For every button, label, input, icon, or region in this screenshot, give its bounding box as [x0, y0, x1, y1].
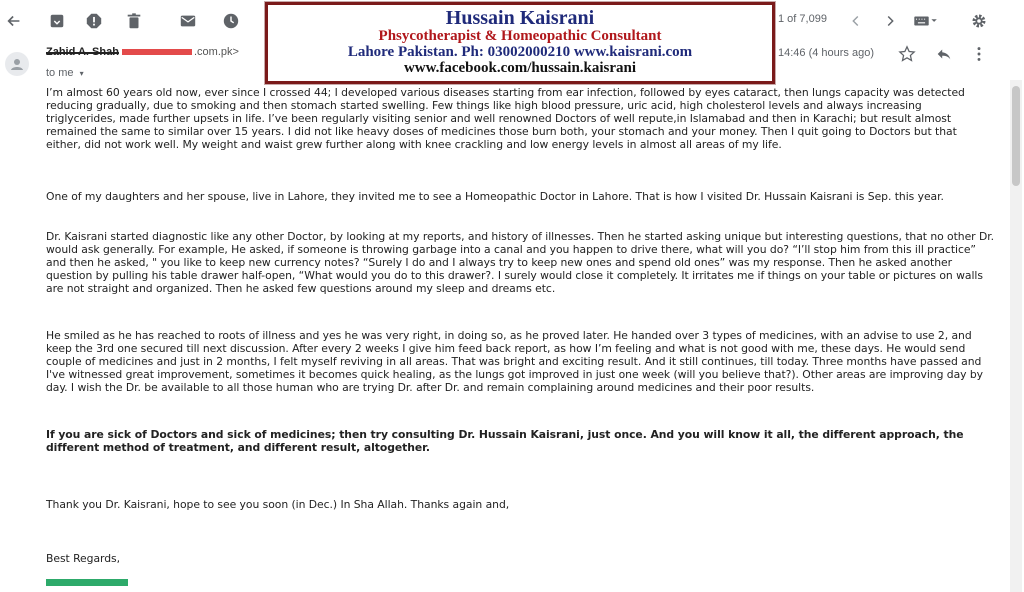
banner-facebook: www.facebook.com/hussain.kaisrani — [403, 59, 637, 76]
body-paragraph: He smiled as he has reached to roots of illness and yes he was very right, in doing so, as he proved later. He handed over 3 types of medicines, with an advise to use 2, and keep the 3rd one secured till next discussion. After every 2 weeks I give him feed back report, as how I’m feeling and what is not good with me, these days. He would send couple of medicines and just in 2 months, I felt myself reviving in all areas. That was bright and exciting result. And it still continues, till today. Three months have passed and I've witnessed great improvement, sometimes it becomes quick healing, as the lungs got improved in just one week (will you believe that?). Other areas are improving day by day. I wish the Dr. be available to all those human who are trying Dr. after Dr. and remain complaining around medicines and their poor results. — [46, 329, 984, 394]
mark-unread-icon[interactable] — [178, 11, 198, 31]
advert-banner — [265, 2, 775, 84]
scrollbar[interactable] — [1010, 80, 1022, 592]
report-spam-icon[interactable] — [84, 11, 104, 31]
more-options-icon[interactable] — [969, 44, 989, 64]
signature-redaction — [46, 579, 128, 586]
sender-email: .com.pk> — [194, 46, 239, 58]
prev-icon[interactable] — [846, 11, 866, 31]
delete-icon[interactable] — [124, 11, 144, 31]
avatar[interactable] — [5, 52, 29, 76]
snooze-icon[interactable] — [221, 11, 241, 31]
closing: Best Regards, — [46, 552, 120, 565]
keyboard-icon[interactable] — [912, 11, 940, 31]
settings-icon[interactable] — [969, 11, 989, 31]
reply-icon[interactable] — [934, 44, 954, 64]
to-label: to me — [46, 67, 74, 79]
sender-name[interactable]: Zahid A. Shah — [46, 46, 119, 58]
recipient-details[interactable] — [46, 67, 84, 79]
banner-location: Lahore Pakistan. Ph: 03002000210 www.kaisrani.com — [347, 43, 693, 60]
banner-subtitle: Phsycotherapist & Homeopathic Consultant — [378, 28, 662, 44]
redaction-mark — [122, 49, 192, 55]
pager-count: 1 of 7,099 — [778, 13, 827, 25]
chevron-down-icon[interactable]: ▾ — [79, 69, 84, 78]
scroll-thumb[interactable] — [1012, 86, 1020, 186]
archive-icon[interactable] — [47, 11, 67, 31]
banner-name: Hussain Kaisrani — [445, 7, 595, 29]
next-icon[interactable] — [880, 11, 900, 31]
body-paragraph: Dr. Kaisrani started diagnostic like any other Doctor, by looking at my reports, and history of illnesses. Then he started asking unique but interesting questions, that no other Dr. would ask generally. For example, He asked, if someone is throwing garbage into a canal and you happen to drive there, what will you do? “I’ll stop him from this ill practice” and then he asked, " you like to keep new currency notes? “Surely I do and I always try to keep new ones and spend old ones” was my response. Then he asked another question by pulling his table drawer half-open, “What would you do to this drawer?. I surely would close it completely. It irritates me if things on your table or pictures on walls are not straight and organized. Then he asked few questions around my sleep and dreams etc. — [46, 230, 994, 295]
back-icon[interactable] — [4, 11, 24, 31]
body-paragraph: I’m almost 60 years old now, ever since I crossed 44; I developed various diseases starting from ear infection, followed by eyes cataract, then lungs capacity was detected reducing gradually, due to smoking and then stomach started swelling. Few things like high blood pressure, uric acid, high cholesterol levels and always increasing triglycerides, made further upsets in life. I’ve been regularly visiting senior and well renowned Doctors of well repute,in Islamabad and then in Karachi; but result almost remained the same to similar over 15 years. I did not like heavy doses of medicines those burn both, your stomach and your money. Then I quit going to Doctors but that either, did not work well. My weight and waist grew further along with knee crackling and low energy levels in almost all areas of my life. — [46, 86, 965, 151]
star-icon[interactable] — [897, 44, 917, 64]
body-paragraph-bold: If you are sick of Doctors and sick of medicines; then try consulting Dr. Hussain Kaisrani, just once. And you will know it all, the different approach, the different method of treatment, and different result, altogether. — [46, 428, 964, 454]
body-paragraph: One of my daughters and her spouse, live in Lahore, they invited me to see a Homeopathic Doctor in Lahore. That is how I visited Dr. Hussain Kaisrani is Sep. this year. — [46, 190, 944, 203]
sender-line — [46, 46, 239, 58]
body-paragraph: Thank you Dr. Kaisrani, hope to see you soon (in Dec.) In Sha Allah. Thanks again and, — [46, 498, 510, 511]
email-time: 14:46 (4 hours ago) — [778, 47, 875, 59]
